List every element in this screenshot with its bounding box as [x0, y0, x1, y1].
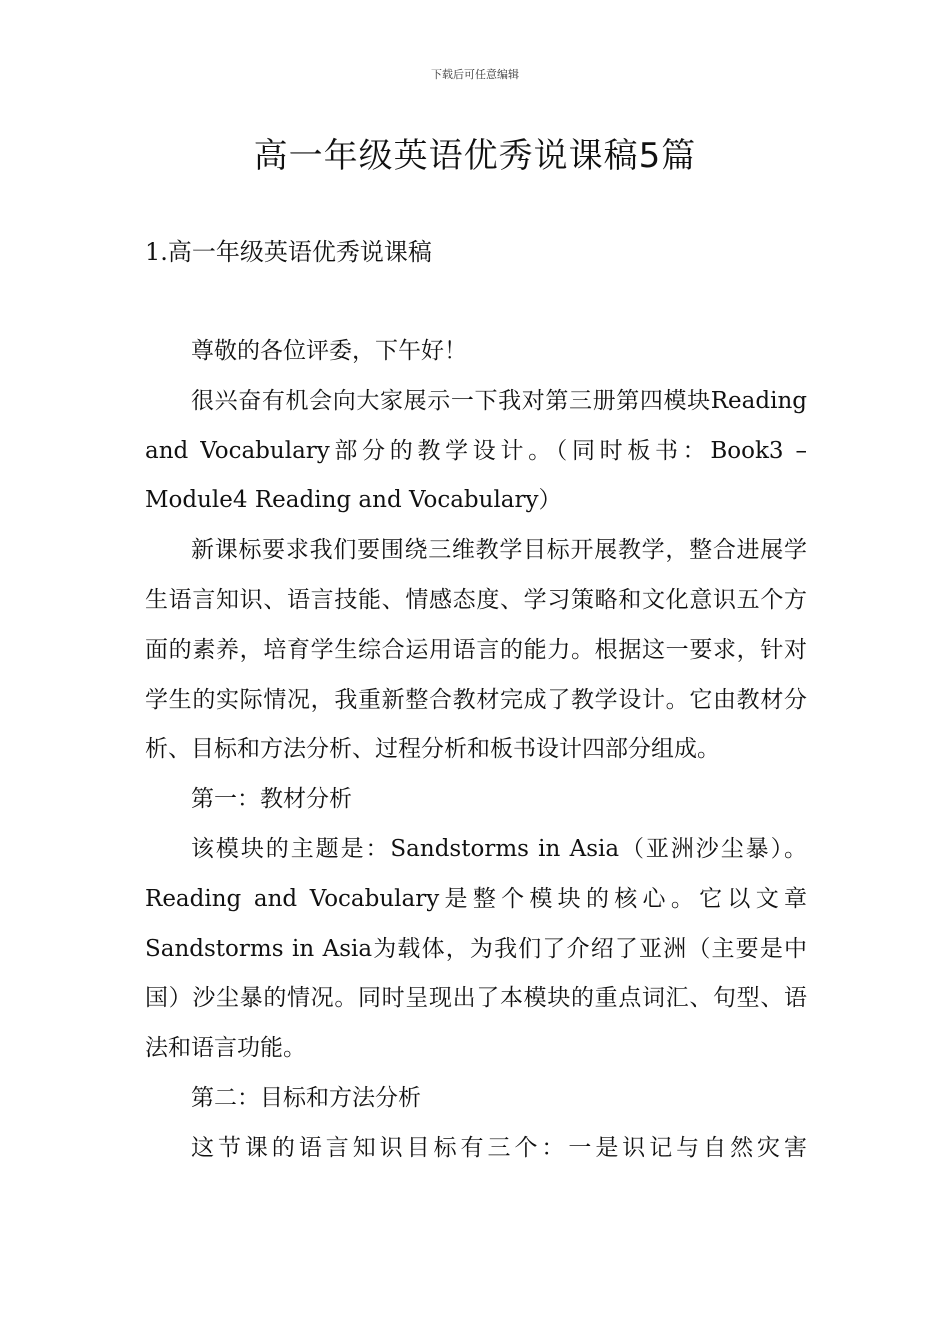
paragraph-part-one-heading: 第一：教材分析	[191, 786, 352, 813]
document-title: 高一年级英语优秀说课稿5篇	[253, 136, 697, 176]
paragraph-objectives: 这节课的语言知识目标有三个：一是识记与自然灾害	[191, 1134, 807, 1161]
document-body	[145, 327, 807, 1174]
page-header-note: 下载后可任意编辑	[431, 68, 519, 81]
paragraph-curriculum: 新课标要求我们要围绕三维教学目标开展教学，整合进展学生语言知识、语言技能、情感态度、学习策略和文化意识五个方面的素养，培育学生综合运用语言的能力。根据这一要求，针对学生的实际情况，我重新整合教材完成了教学设计。它由教材分析、目标和方法分析、过程分析和板书设计四部分组成。	[145, 537, 807, 763]
paragraph-textbook-analysis: 该模块的主题是：Sandstorms in Asia（亚洲沙尘暴）。Reading and Vocabulary是整个模块的核心。它以文章Sandstorms in Asia为载体，为我们了介绍了亚洲（主要是中国）沙尘暴的情况。同时呈现出了本模块的重点词汇、句型、语法和语言功能。	[145, 835, 807, 1062]
paragraph-introduction: 很兴奋有机会向大家展示一下我对第三册第四模块Reading and Vocabulary部分的教学设计。（同时板书：Book3 – Module4 Reading and Vocabulary）	[145, 387, 807, 514]
paragraph-greeting: 尊敬的各位评委，下午好！	[191, 338, 467, 364]
paragraph-part-two-heading: 第二：目标和方法分析	[191, 1084, 421, 1111]
section-heading: 1.高一年级英语优秀说课稿	[145, 238, 432, 266]
